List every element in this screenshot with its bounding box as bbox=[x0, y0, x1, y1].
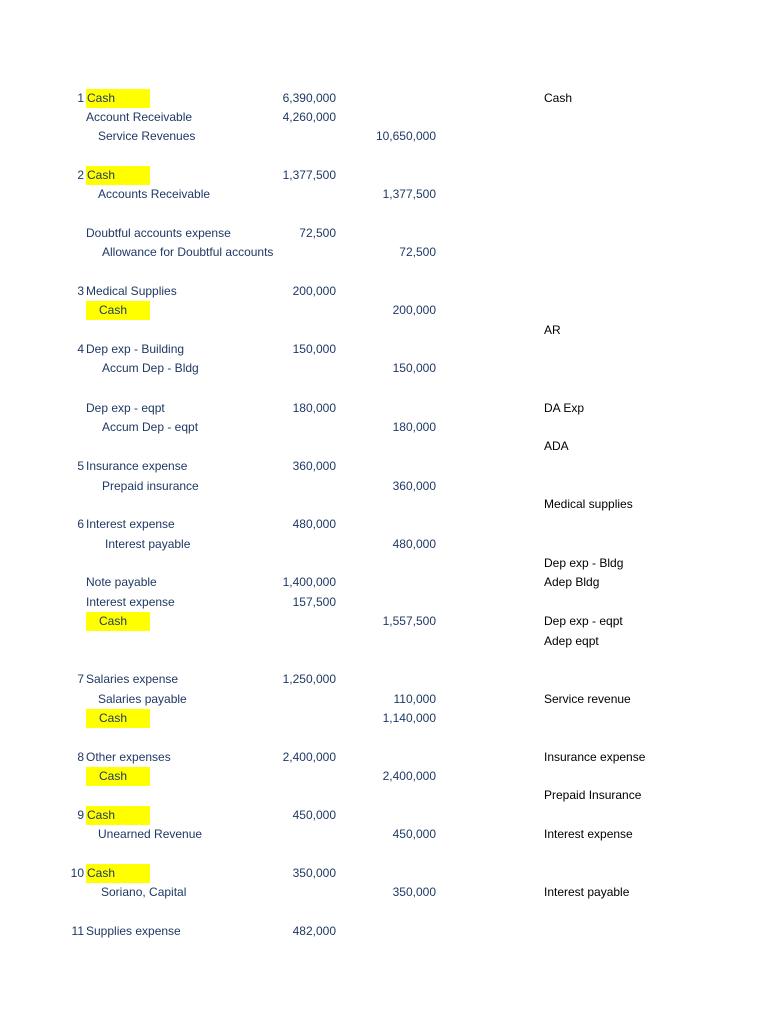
side-label: Medical supplies bbox=[544, 497, 633, 511]
entry-row bbox=[0, 418, 768, 437]
entry-row bbox=[0, 573, 768, 592]
entry-row bbox=[0, 301, 768, 320]
credit-amount: 180,000 bbox=[392, 420, 436, 434]
account-name: Account Receivable bbox=[86, 110, 193, 124]
debit-amount: 4,260,000 bbox=[282, 110, 336, 124]
account-name: Insurance expense bbox=[86, 459, 188, 473]
account-name: Interest expense bbox=[86, 517, 175, 531]
side-label: DA Exp bbox=[544, 401, 585, 415]
entry-row bbox=[0, 690, 768, 709]
account-name: Unearned Revenue bbox=[98, 827, 203, 841]
entry-number: 1 bbox=[77, 91, 84, 105]
side-label: Adep eqpt bbox=[544, 634, 599, 648]
account-name: Prepaid insurance bbox=[102, 479, 199, 493]
credit-amount: 450,000 bbox=[392, 827, 436, 841]
debit-amount: 2,400,000 bbox=[282, 750, 336, 764]
entry-row bbox=[0, 922, 768, 941]
entry-row bbox=[0, 477, 768, 496]
account-name: Accum Dep - eqpt bbox=[102, 420, 199, 434]
account-name: Interest expense bbox=[86, 595, 175, 609]
account-name: Cash bbox=[86, 166, 150, 185]
debit-amount: 1,250,000 bbox=[282, 672, 336, 686]
debit-amount: 6,390,000 bbox=[282, 91, 336, 105]
account-name: Cash bbox=[86, 806, 150, 825]
account-name: Medical Supplies bbox=[86, 284, 177, 298]
side-label: Dep exp - Bldg bbox=[544, 556, 624, 570]
entry-row bbox=[0, 359, 768, 378]
account-name: Cash bbox=[86, 89, 150, 108]
entry-row bbox=[0, 806, 768, 825]
entry-number: 6 bbox=[77, 517, 84, 531]
credit-amount: 200,000 bbox=[392, 303, 436, 317]
credit-amount: 2,400,000 bbox=[382, 769, 436, 783]
debit-amount: 450,000 bbox=[292, 808, 336, 822]
entry-row bbox=[0, 515, 768, 534]
account-name: Service Revenues bbox=[98, 129, 196, 143]
side-label: Prepaid Insurance bbox=[544, 788, 642, 802]
account-name: Supplies expense bbox=[86, 924, 181, 938]
entry-number: 11 bbox=[71, 924, 84, 938]
entry-row bbox=[0, 282, 768, 301]
side-label: ADA bbox=[544, 439, 569, 453]
entry-row bbox=[0, 399, 768, 418]
debit-amount: 157,500 bbox=[292, 595, 336, 609]
entry-row bbox=[0, 535, 768, 554]
entry-row bbox=[0, 864, 768, 883]
account-name: Salaries payable bbox=[98, 692, 187, 706]
entry-row bbox=[0, 709, 768, 728]
debit-amount: 1,400,000 bbox=[282, 575, 336, 589]
account-name: Doubtful accounts expense bbox=[86, 226, 231, 240]
side-label: Interest expense bbox=[544, 827, 633, 841]
account-name: Interest payable bbox=[105, 537, 191, 551]
account-name: Salaries expense bbox=[86, 672, 179, 686]
entry-number: 2 bbox=[77, 168, 84, 182]
debit-amount: 72,500 bbox=[299, 226, 336, 240]
entry-row bbox=[0, 748, 768, 767]
entry-row bbox=[0, 670, 768, 689]
credit-amount: 350,000 bbox=[392, 885, 436, 899]
entry-row bbox=[0, 243, 768, 262]
side-label: Service revenue bbox=[544, 692, 631, 706]
entry-row bbox=[0, 89, 768, 108]
debit-amount: 200,000 bbox=[292, 284, 336, 298]
account-name: Note payable bbox=[86, 575, 157, 589]
debit-amount: 482,000 bbox=[292, 924, 336, 938]
entry-row bbox=[0, 166, 768, 185]
account-name: Cash bbox=[86, 767, 150, 786]
account-name: Dep exp - eqpt bbox=[86, 401, 165, 415]
entry-row bbox=[0, 127, 768, 146]
side-label: Adep Bldg bbox=[544, 575, 600, 589]
debit-amount: 150,000 bbox=[292, 342, 336, 356]
account-name: Cash bbox=[86, 301, 150, 320]
entry-number: 3 bbox=[77, 284, 84, 298]
entry-row bbox=[0, 108, 768, 127]
credit-amount: 1,140,000 bbox=[382, 711, 436, 725]
account-name: Allowance for Doubtful accounts bbox=[102, 245, 274, 259]
side-label: Cash bbox=[544, 91, 573, 105]
account-name: Other expenses bbox=[86, 750, 171, 764]
credit-amount: 1,377,500 bbox=[382, 187, 436, 201]
credit-amount: 360,000 bbox=[392, 479, 436, 493]
entry-row bbox=[0, 593, 768, 612]
account-name: Dep exp - Building bbox=[86, 342, 185, 356]
entry-row bbox=[0, 825, 768, 844]
entry-number: 9 bbox=[77, 808, 84, 822]
credit-amount: 1,557,500 bbox=[382, 614, 436, 628]
entry-row bbox=[0, 340, 768, 359]
entry-row bbox=[0, 185, 768, 204]
entry-number: 4 bbox=[77, 342, 84, 356]
credit-amount: 72,500 bbox=[399, 245, 436, 259]
side-label: Insurance expense bbox=[544, 750, 646, 764]
credit-amount: 110,000 bbox=[393, 692, 436, 706]
account-name: Accounts Receivable bbox=[98, 187, 211, 201]
entry-row bbox=[0, 883, 768, 902]
debit-amount: 350,000 bbox=[292, 866, 336, 880]
debit-amount: 360,000 bbox=[292, 459, 336, 473]
credit-amount: 10,650,000 bbox=[375, 129, 436, 143]
credit-amount: 150,000 bbox=[392, 361, 436, 375]
entry-number: 8 bbox=[77, 750, 84, 764]
debit-amount: 1,377,500 bbox=[282, 168, 336, 182]
entry-number: 10 bbox=[70, 866, 84, 880]
entry-number: 5 bbox=[77, 459, 84, 473]
side-label: AR bbox=[544, 323, 561, 337]
account-name: Cash bbox=[86, 709, 150, 728]
account-name: Soriano, Capital bbox=[101, 885, 187, 899]
account-name: Accum Dep - Bldg bbox=[102, 361, 199, 375]
entry-number: 7 bbox=[77, 672, 84, 686]
debit-amount: 480,000 bbox=[292, 517, 336, 531]
account-name: Cash bbox=[86, 864, 150, 883]
entry-row bbox=[0, 612, 768, 631]
credit-amount: 480,000 bbox=[392, 537, 436, 551]
account-name: Cash bbox=[86, 612, 150, 631]
entry-row bbox=[0, 224, 768, 243]
debit-amount: 180,000 bbox=[292, 401, 336, 415]
side-label: Interest payable bbox=[544, 885, 630, 899]
entry-row bbox=[0, 767, 768, 786]
entry-row bbox=[0, 457, 768, 476]
side-label: Dep exp - eqpt bbox=[544, 614, 623, 628]
